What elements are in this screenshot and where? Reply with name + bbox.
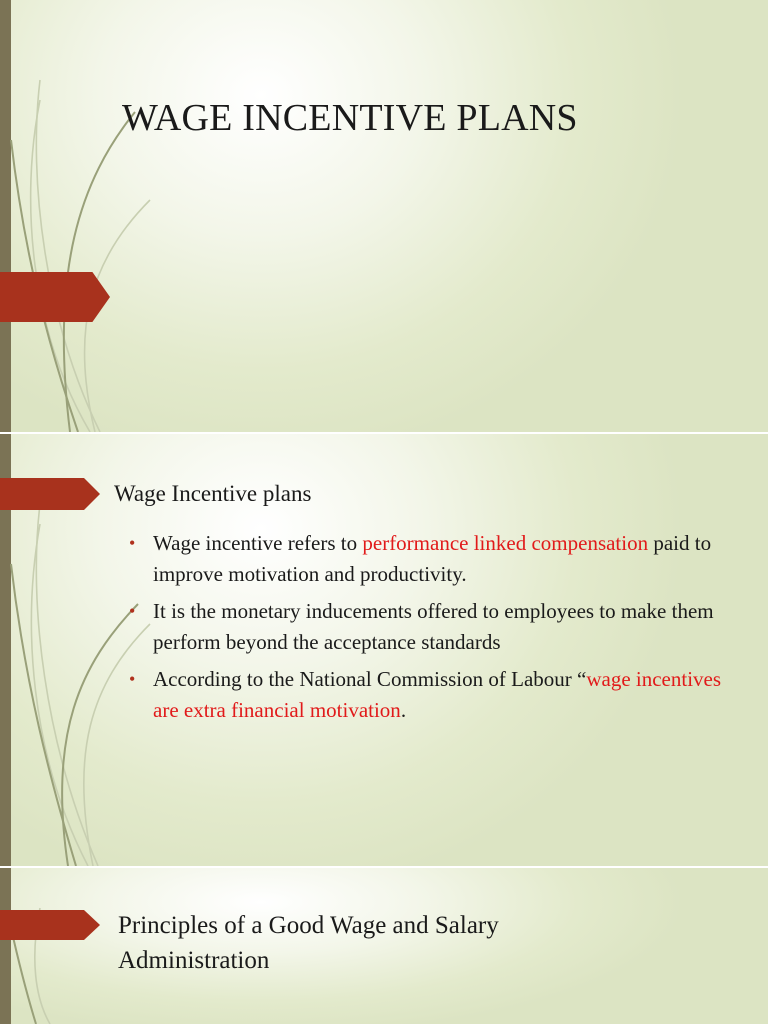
bullet-item [127, 596, 747, 658]
slide-2 [0, 434, 768, 866]
arrow-marker [0, 272, 110, 322]
arrow-marker [0, 910, 100, 940]
bullet-text: paid to improve motivation and productivity. [153, 531, 712, 586]
slide-1 [0, 0, 768, 432]
bullet-text: . [400, 698, 407, 722]
bullet-text: According to the National Commission of Labour “ [153, 667, 587, 691]
bullet-icon: • [129, 601, 136, 621]
slide-3 [0, 868, 768, 1024]
bullet-item [127, 664, 747, 726]
bullet-list [127, 528, 747, 732]
highlighted-text: wage incentives are extra financial motivation [153, 667, 722, 722]
arrow-marker [0, 478, 100, 510]
slide-2-title: Wage Incentive plans [114, 481, 312, 506]
bullet-icon: • [129, 669, 136, 689]
bullet-item [127, 528, 747, 590]
bullet-icon: • [129, 533, 136, 553]
bullet-text: Wage incentive refers to [153, 531, 363, 555]
highlighted-text: performance linked compensation [362, 531, 649, 555]
slide-3-title: Principles of a Good Wage and Salary Administration [118, 912, 499, 974]
bullet-text: It is the monetary inducements offered to employees to make them perform beyond the acceptance standards [153, 599, 714, 654]
slide-1-title: WAGE INCENTIVE PLANS [122, 97, 578, 139]
decorative-curves [0, 0, 200, 432]
